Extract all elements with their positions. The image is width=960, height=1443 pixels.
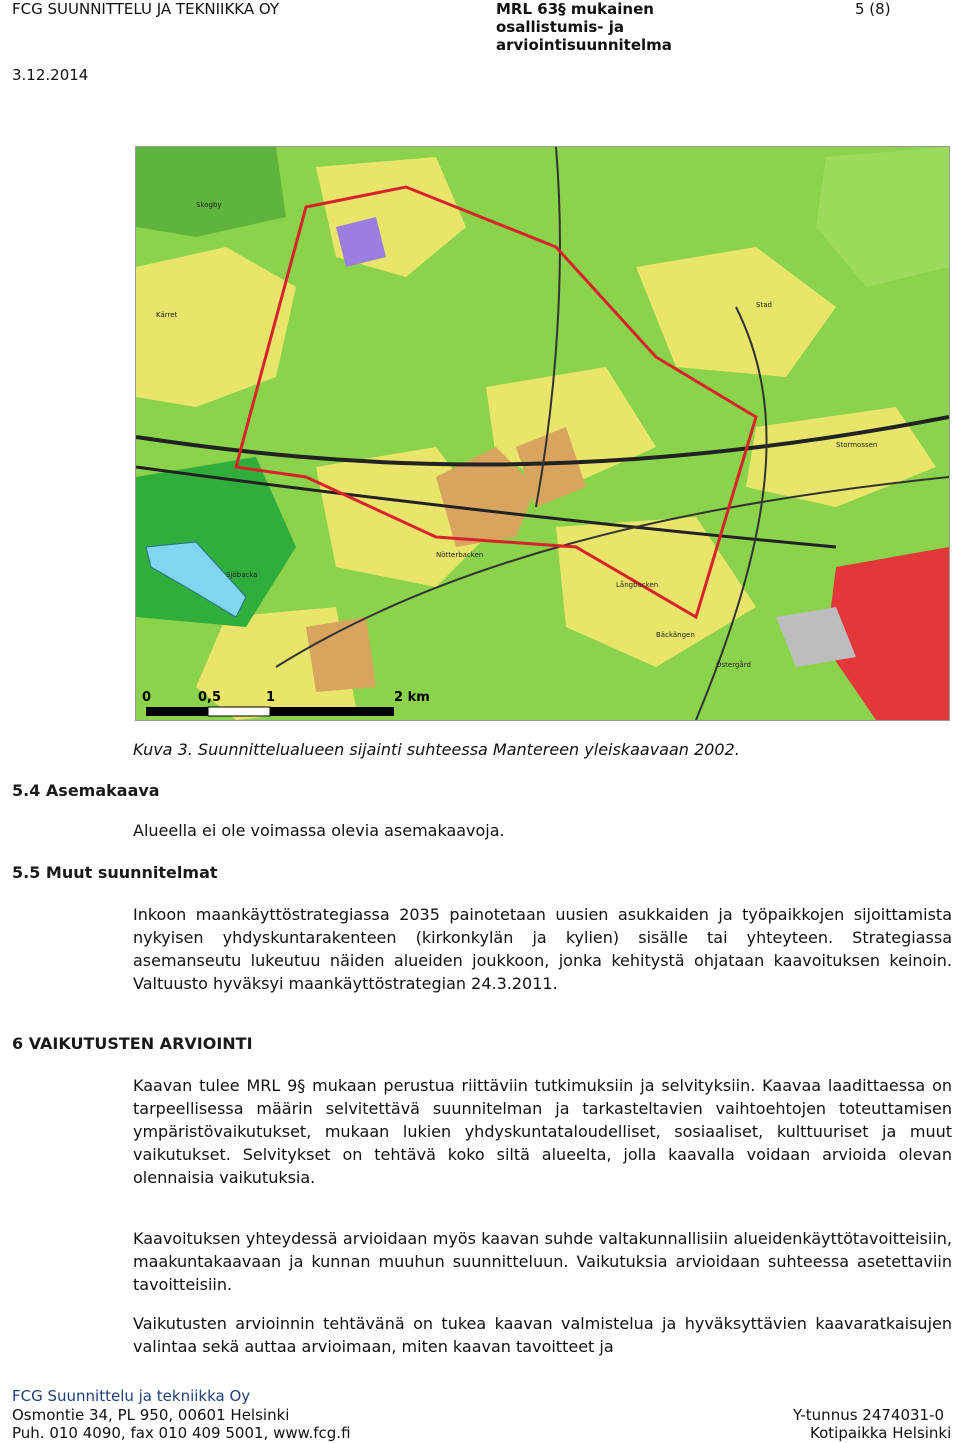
map-place-label: Nötterbacken bbox=[436, 551, 484, 559]
footer-domicile: Kotipaikka Helsinki bbox=[810, 1424, 952, 1442]
map-scale-label: 1 bbox=[266, 690, 276, 705]
map-place-label: Stormossen bbox=[836, 441, 878, 449]
section-6-paragraph-2: Kaavoituksen yhteydessä arvioidaan myös kaavan suhde valtakunnallisiin alueidenkäyttötavoitteisiin, maakuntakaavaan ja kunnan muuhun suunnitteluun. Vaikutuksia arvioidaan suhteessa asetettaviin tavoitteisiin. bbox=[133, 1229, 952, 1294]
header-doc-title-2: osallistumis- ja bbox=[496, 18, 624, 36]
map-urban-area bbox=[306, 617, 376, 692]
section-heading-5-4: 5.4 Asemakaava bbox=[12, 781, 160, 800]
footer-business-id: Y-tunnus 2474031-0 bbox=[793, 1406, 945, 1424]
map-scale-segment bbox=[270, 707, 394, 716]
footer-address: Osmontie 34, PL 950, 00601 Helsinki bbox=[12, 1406, 290, 1424]
map-graphic bbox=[136, 147, 949, 720]
map-scale-segment bbox=[208, 707, 270, 716]
header-doc-title-1: MRL 63§ mukainen bbox=[496, 0, 654, 18]
header-company: FCG SUUNNITTELU JA TEKNIIKKA OY bbox=[12, 0, 280, 18]
map-scale-label: 0 bbox=[142, 690, 152, 705]
section-5-5-text: Inkoon maankäyttöstrategiassa 2035 painotetaan uusien asukkaiden ja työpaikkojen sijoittamista nykyisen yhdyskuntarakenteen (kirkonkylän ja kylien) sisälle tai yhteyteen. Strategiassa asemanseutu lukeutuu näiden alueiden joukkoon, jonka kehitystä ohjataan kaavoituksen keinoin. Valtuusto hyväksyi maankäyttöstrategian 24.3.2011. bbox=[133, 905, 952, 993]
map-place-label: Östergård bbox=[716, 661, 751, 669]
map-place-label: Kärret bbox=[156, 311, 178, 319]
section-5-4-text: Alueella ei ole voimassa olevia asemakaavoja. bbox=[133, 821, 505, 840]
header-date: 3.12.2014 bbox=[12, 66, 89, 84]
master-plan-map bbox=[135, 146, 950, 721]
section-heading-6: 6 VAIKUTUSTEN ARVIOINTI bbox=[12, 1034, 253, 1053]
map-place-label: Skogby bbox=[196, 201, 222, 209]
map-scale-label: 0,5 bbox=[198, 690, 222, 705]
map-place-label: Långbacken bbox=[616, 581, 659, 589]
map-scale-segment bbox=[146, 707, 208, 716]
header-page-number: 5 (8) bbox=[855, 0, 891, 18]
figure-caption: Kuva 3. Suunnittelualueen sijainti suhteessa Mantereen yleiskaavaan 2002. bbox=[133, 740, 740, 759]
section-heading-5-5: 5.5 Muut suunnitelmat bbox=[12, 863, 218, 882]
map-scale-label: 2 km bbox=[394, 690, 430, 705]
footer-contact: Puh. 010 4090, fax 010 409 5001, www.fcg.fi bbox=[12, 1424, 351, 1442]
map-place-label: Sjöbacka bbox=[226, 571, 258, 579]
footer-company: FCG Suunnittelu ja tekniikka Oy bbox=[12, 1387, 251, 1405]
header-doc-title-3: arviointisuunnitelma bbox=[496, 36, 672, 54]
section-6-paragraph-1: Kaavan tulee MRL 9§ mukaan perustua riittäviin tutkimuksiin ja selvityksiin. Kaavaa laadittaessa on tarpeellisessa määrin selvitettävä suunnitelman ja tarkasteltavien vaihtoehtojen toteuttamisen ympäristövaikutukset, mukaan lukien yhdyskuntataloudelliset, sosiaaliset, kulttuuriset ja muut vaikutukset. Selvitykset on tehtävä koko siltä alueelta, jolla kaavalla voidaan arvioida olevan olennaisia vaikutuksia. bbox=[133, 1076, 952, 1187]
map-place-label: Bäckängen bbox=[656, 631, 695, 639]
map-place-label: Stad bbox=[756, 301, 772, 309]
section-6-paragraph-3: Vaikutusten arvioinnin tehtävänä on tukea kaavan valmistelua ja hyväksyttävien kaavaratkaisujen valintaa sekä auttaa arvioimaan, miten kaavan tavoitteet ja bbox=[133, 1314, 952, 1356]
